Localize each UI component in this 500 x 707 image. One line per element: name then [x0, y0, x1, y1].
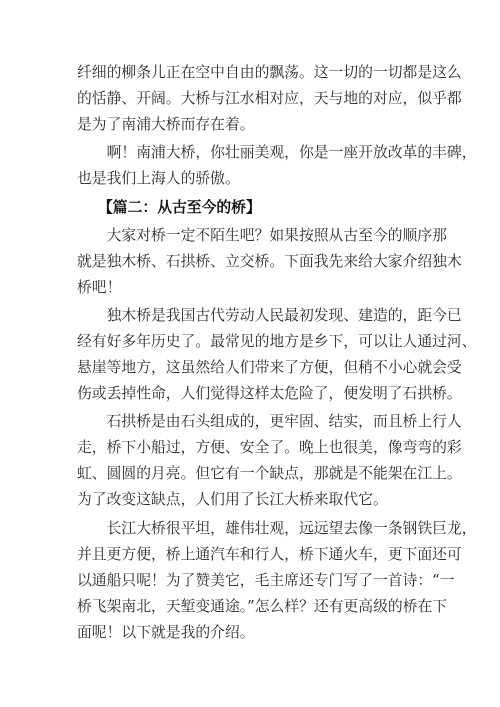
paragraph-intro: [77, 223, 462, 301]
document-body: [77, 60, 477, 648]
text-line: 并且更方便，桥上通汽车和行人，桥下通火车，更下面还可: [77, 545, 462, 563]
text-line: 经有好多年历史了。最常见的地方是乡下，可以让人通过河、: [77, 333, 477, 351]
section-heading: 【篇二：从古至今的桥】: [98, 198, 261, 216]
paragraph-stone-arch-bridge: [77, 409, 462, 513]
text-line: 伤或丢掉性命，人们觉得这样太危险了，便发明了石拱桥。: [77, 385, 462, 403]
text-line: 悬崖等地方，这虽然给人们带来了方便，但稍不小心就会受: [77, 359, 462, 377]
text-line: 是为了南浦大桥而存在着。: [77, 116, 255, 133]
text-line: 就是独木桥、石拱桥、立交桥。下面我先来给大家介绍独木: [77, 252, 462, 270]
text-line: 大家对桥一定不陌生吧？如果按照从古至今的顺序那: [77, 226, 447, 244]
text-line: 为了改变这缺点，人们用了长江大桥来取代它。: [77, 491, 388, 509]
paragraph-nanpu-praise: [77, 140, 477, 192]
text-line: 走，桥下小船过，方便、安全了。晚上也很美，像弯弯的彩: [77, 439, 462, 457]
text-line: 长江大桥很平坦，雄伟壮观，远远望去像一条钢铁巨龙，: [77, 519, 477, 537]
text-line: 啊！南浦大桥，你壮丽美观，你是一座开放改革的丰碑，: [77, 144, 477, 162]
text-line: 也是我们上海人的骄傲。: [77, 170, 240, 188]
text-line: 以通船只呢！为了赞美它，毛主席还专门写了一首诗：“一: [77, 571, 455, 589]
text-line: 面呢！以下就是我的介绍。: [77, 623, 255, 641]
text-line: 桥吧！: [77, 278, 122, 296]
text-line: 纤细的柳条儿正在空中自由的飘荡。这一切的一切都是这么: [77, 64, 462, 81]
paragraph-single-log-bridge: [77, 303, 477, 407]
text-line: 虹、圆圆的月亮。但它有一个缺点，那就是不能架在江上。: [77, 465, 462, 483]
text-line: 桥飞架南北，天堑变通途。”怎么样？还有更高级的桥在下: [77, 597, 448, 615]
text-line: 的恬静、开阔。大桥与江水相对应，天与地的对应，似乎都: [77, 90, 462, 107]
paragraph-yangtze-bridge: [77, 516, 477, 646]
text-line: 石拱桥是由石头组成的，更牢固、结实，而且桥上行人: [77, 413, 462, 431]
paragraph-nanpu-scenery: [77, 60, 462, 138]
text-line: 独木桥是我国古代劳动人民最初发现、建造的，距今已: [77, 307, 462, 325]
